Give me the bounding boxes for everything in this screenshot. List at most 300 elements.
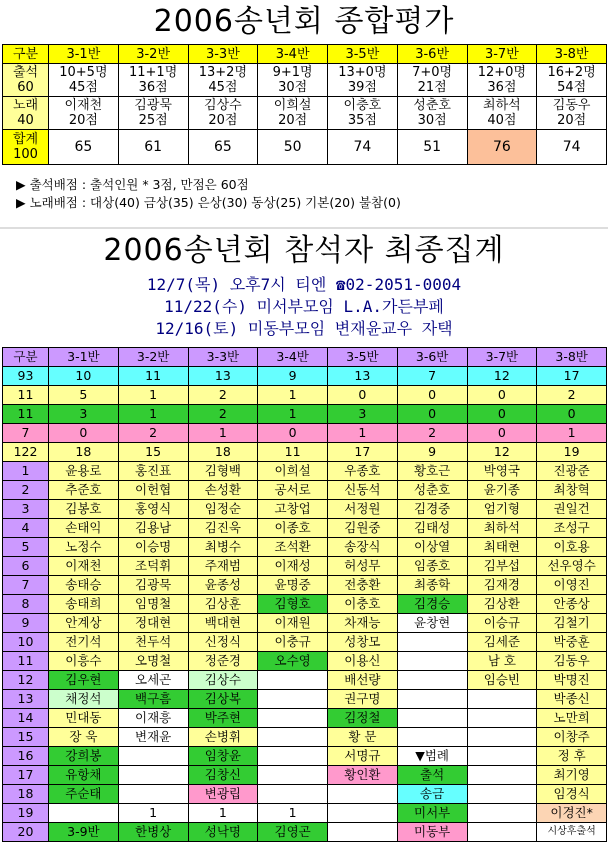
summary-cell: 12 — [467, 443, 537, 462]
member-name: 이승규 — [467, 614, 537, 633]
member-name: 박명진 — [537, 671, 607, 690]
member-name: 김경중 — [397, 500, 467, 519]
info-line-1: 12/7(목) 오후7시 티엔 ☎02-2051-0004 — [146, 275, 462, 294]
attendance-cell: 13+0명 39점 — [328, 64, 398, 97]
member-name — [397, 709, 467, 728]
attendance-cell: 10+5명 45점 — [49, 64, 119, 97]
summary-cell: 0 — [397, 405, 467, 424]
roster-row — [3, 538, 607, 557]
member-name: 1 — [118, 804, 188, 823]
member-name: 성창모 — [328, 633, 398, 652]
roster-class-header: 3-2반 — [118, 348, 188, 367]
class-header: 3-4반 — [258, 45, 328, 64]
member-name — [467, 766, 537, 785]
roster-row — [3, 481, 607, 500]
member-name: 손병휘 — [188, 728, 258, 747]
member-name: 이종호 — [258, 519, 328, 538]
summary-cell: 0 — [467, 405, 537, 424]
member-name: 변재윤 — [118, 728, 188, 747]
roster-row — [3, 690, 607, 709]
summary-cell: 1 — [118, 386, 188, 405]
summary-cell: 2 — [188, 405, 258, 424]
roster-row — [3, 709, 607, 728]
member-name: 주재범 — [188, 557, 258, 576]
member-name: 공서로 — [258, 481, 328, 500]
total-row — [3, 130, 607, 165]
member-name: 남 호 — [467, 652, 537, 671]
summary-cell: 2 — [537, 386, 607, 405]
summary-cell: 5 — [49, 386, 119, 405]
roster-row — [3, 576, 607, 595]
member-name: 이호용 — [537, 538, 607, 557]
corner-cell: 구분 — [3, 45, 49, 64]
member-name: 김상수 — [188, 671, 258, 690]
member-name: 송금 — [397, 785, 467, 804]
member-name: 윤종성 — [188, 576, 258, 595]
summary-cell: 11 — [118, 367, 188, 386]
event-info — [0, 274, 608, 340]
summary-row — [3, 367, 607, 386]
summary-cell: 18 — [188, 443, 258, 462]
member-name: 고창업 — [258, 500, 328, 519]
member-name — [397, 690, 467, 709]
row-number: 3 — [3, 500, 49, 519]
singing-cell: 성춘호 30점 — [397, 97, 467, 130]
roster-class-header: 3-4반 — [258, 348, 328, 367]
member-name: 전충환 — [328, 576, 398, 595]
info-line-2: 11/22(수) 미서부모임 L.A.가든부페 — [164, 297, 444, 316]
member-name: 정준경 — [188, 652, 258, 671]
attendance-cell: 11+1명 36점 — [118, 64, 188, 97]
member-name — [328, 804, 398, 823]
member-name — [258, 690, 328, 709]
summary-cell: 0 — [537, 405, 607, 424]
member-name: 최하석 — [467, 519, 537, 538]
member-name: 윤명중 — [258, 576, 328, 595]
roster-row — [3, 462, 607, 481]
member-name: 이용신 — [328, 652, 398, 671]
row-number: 15 — [3, 728, 49, 747]
member-name: 1 — [258, 804, 328, 823]
member-name: 윤창현 — [397, 614, 467, 633]
total-cell: 65 — [188, 130, 258, 165]
member-name — [467, 823, 537, 842]
summary-cell: 2 — [188, 386, 258, 405]
member-name: 3-9반 — [49, 823, 119, 842]
member-name: 정 후 — [537, 747, 607, 766]
roster-row — [3, 785, 607, 804]
member-name: 시상후출석 — [537, 823, 607, 842]
summary-total: 122 — [3, 443, 49, 462]
row-number: 11 — [3, 652, 49, 671]
member-name: 임정순 — [188, 500, 258, 519]
class-header: 3-7반 — [467, 45, 537, 64]
singing-cell: 최하석 40점 — [467, 97, 537, 130]
row-number: 7 — [3, 576, 49, 595]
class-header: 3-1반 — [49, 45, 119, 64]
member-name: 임종호 — [397, 557, 467, 576]
total-cell: 61 — [118, 130, 188, 165]
member-name: 서정원 — [328, 500, 398, 519]
total-cell: 50 — [258, 130, 328, 165]
summary-cell: 13 — [328, 367, 398, 386]
summary-row — [3, 405, 607, 424]
member-name: 송태승 — [49, 576, 119, 595]
singing-cell: 이희설 20점 — [258, 97, 328, 130]
member-name: 추준호 — [49, 481, 119, 500]
member-name: 백대현 — [188, 614, 258, 633]
member-name: 김태성 — [397, 519, 467, 538]
member-name — [258, 671, 328, 690]
row-number: 4 — [3, 519, 49, 538]
summary-cell: 0 — [328, 386, 398, 405]
member-name: 안계상 — [49, 614, 119, 633]
member-name: 안종상 — [537, 595, 607, 614]
member-name: 김세준 — [467, 633, 537, 652]
summary-cell: 0 — [49, 424, 119, 443]
member-name: 황 문 — [328, 728, 398, 747]
roster-row — [3, 595, 607, 614]
member-name: 배선량 — [328, 671, 398, 690]
roster-row — [3, 804, 607, 823]
roster-row — [3, 823, 607, 842]
member-name: 진광준 — [537, 462, 607, 481]
class-header: 3-5반 — [328, 45, 398, 64]
member-name: ▼범례 — [397, 747, 467, 766]
member-name: 미서부 — [397, 804, 467, 823]
member-name: 서명규 — [328, 747, 398, 766]
summary-cell: 15 — [118, 443, 188, 462]
member-name: 손성환 — [188, 481, 258, 500]
summary-cell: 1 — [537, 424, 607, 443]
member-name: 임승빈 — [467, 671, 537, 690]
member-name: 성낙명 — [188, 823, 258, 842]
member-name: 권구명 — [328, 690, 398, 709]
member-name — [397, 633, 467, 652]
summary-cell: 13 — [188, 367, 258, 386]
member-name: 윤기종 — [467, 481, 537, 500]
member-name: 최종학 — [397, 576, 467, 595]
member-name: 홍영식 — [118, 500, 188, 519]
member-name — [397, 652, 467, 671]
member-name: 박영국 — [467, 462, 537, 481]
member-name: 권일건 — [537, 500, 607, 519]
member-name: 황호근 — [397, 462, 467, 481]
summary-cell: 1 — [188, 424, 258, 443]
singing-cell: 이재천 20점 — [49, 97, 119, 130]
summary-cell: 2 — [118, 424, 188, 443]
total-cell: 51 — [397, 130, 467, 165]
roster-class-header: 3-5반 — [328, 348, 398, 367]
member-name: 이충호 — [328, 595, 398, 614]
attendance-cell: 7+0명 21점 — [397, 64, 467, 97]
member-name: 김봉호 — [49, 500, 119, 519]
member-name: 최병수 — [188, 538, 258, 557]
member-name: 이창주 — [537, 728, 607, 747]
member-name: 김재경 — [467, 576, 537, 595]
member-name: 조덕휘 — [118, 557, 188, 576]
member-name: 신정식 — [188, 633, 258, 652]
attendance-cell: 16+2명 54점 — [537, 64, 607, 97]
attendance-label: 출석 60 — [3, 64, 49, 97]
summary-cell: 17 — [537, 367, 607, 386]
note-attendance: ▶ 출석배점 : 출석인원 * 3점, 만점은 60점 — [16, 177, 249, 192]
summary-total: 11 — [3, 405, 49, 424]
member-name: 임창윤 — [188, 747, 258, 766]
member-name — [397, 671, 467, 690]
roster-row — [3, 652, 607, 671]
member-name: 김철기 — [537, 614, 607, 633]
member-name: 김우현 — [49, 671, 119, 690]
member-name: 차재능 — [328, 614, 398, 633]
member-name: 백구흠 — [118, 690, 188, 709]
summary-cell: 10 — [49, 367, 119, 386]
singing-cell: 김광묵 25점 — [118, 97, 188, 130]
total-cell: 74 — [537, 130, 607, 165]
class-header: 3-8반 — [537, 45, 607, 64]
member-name: 허성무 — [328, 557, 398, 576]
member-name: 선우영수 — [537, 557, 607, 576]
member-name — [467, 747, 537, 766]
member-name: 천두석 — [118, 633, 188, 652]
member-name: 조성구 — [537, 519, 607, 538]
summary-cell: 0 — [467, 424, 537, 443]
summary-cell: 18 — [49, 443, 119, 462]
roster-class-header: 3-7반 — [467, 348, 537, 367]
member-name: 주순태 — [49, 785, 119, 804]
member-name: 미동부 — [397, 823, 467, 842]
member-name: 노만희 — [537, 709, 607, 728]
row-number: 2 — [3, 481, 49, 500]
roster-row — [3, 766, 607, 785]
roster-table — [2, 347, 607, 842]
member-name: 홍진표 — [118, 462, 188, 481]
member-name — [467, 728, 537, 747]
summary-cell: 1 — [118, 405, 188, 424]
member-name: 황인환 — [328, 766, 398, 785]
member-name: 이경진* — [537, 804, 607, 823]
member-name: 김형백 — [188, 462, 258, 481]
total-cell: 74 — [328, 130, 398, 165]
singing-label: 노래 40 — [3, 97, 49, 130]
member-name — [258, 747, 328, 766]
member-name: 최창혁 — [537, 481, 607, 500]
member-name — [258, 785, 328, 804]
member-name: 이상열 — [397, 538, 467, 557]
summary-cell: 0 — [397, 386, 467, 405]
summary-total: 11 — [3, 386, 49, 405]
total-cell: 65 — [49, 130, 119, 165]
roster-row — [3, 747, 607, 766]
member-name — [118, 747, 188, 766]
class-header: 3-6반 — [397, 45, 467, 64]
member-name — [258, 766, 328, 785]
member-name: 오수영 — [258, 652, 328, 671]
member-name: 이헌협 — [118, 481, 188, 500]
roster-class-header: 3-1반 — [49, 348, 119, 367]
row-number: 13 — [3, 690, 49, 709]
member-name — [328, 785, 398, 804]
member-name — [397, 728, 467, 747]
summary-row — [3, 424, 607, 443]
row-number: 19 — [3, 804, 49, 823]
member-name — [467, 709, 537, 728]
summary-cell: 0 — [258, 424, 328, 443]
member-name: 김형호 — [258, 595, 328, 614]
row-number: 8 — [3, 595, 49, 614]
summary-total: 93 — [3, 367, 49, 386]
member-name: 김광묵 — [118, 576, 188, 595]
member-name: 오세곤 — [118, 671, 188, 690]
roster-class-header: 3-6반 — [397, 348, 467, 367]
summary-cell: 0 — [467, 386, 537, 405]
summary-cell: 11 — [258, 443, 328, 462]
member-name: 채정석 — [49, 690, 119, 709]
roster-title: 2006송년회 참석자 최종집계 — [103, 233, 505, 268]
summary-cell: 17 — [328, 443, 398, 462]
evaluation-table — [2, 44, 607, 165]
singing-cell: 김상수 20점 — [188, 97, 258, 130]
summary-cell: 7 — [397, 367, 467, 386]
summary-cell: 2 — [397, 424, 467, 443]
member-name: 엄기형 — [467, 500, 537, 519]
row-number: 9 — [3, 614, 49, 633]
evaluation-header-row — [3, 45, 607, 64]
member-name: 오명철 — [118, 652, 188, 671]
total-cell: 76 — [467, 130, 537, 165]
row-number: 12 — [3, 671, 49, 690]
member-name: 정대현 — [118, 614, 188, 633]
class-header: 3-2반 — [118, 45, 188, 64]
notes — [16, 176, 401, 212]
member-name: 민대동 — [49, 709, 119, 728]
member-name: 김상복 — [188, 690, 258, 709]
member-name: 손태익 — [49, 519, 119, 538]
singing-cell: 김동우 20점 — [537, 97, 607, 130]
roster-header-row — [3, 348, 607, 367]
row-number: 6 — [3, 557, 49, 576]
summary-cell: 1 — [328, 424, 398, 443]
singing-cell: 이충호 35점 — [328, 97, 398, 130]
summary-cell: 1 — [258, 386, 328, 405]
attendance-row — [3, 64, 607, 97]
roster-row — [3, 728, 607, 747]
member-name: 김동우 — [537, 652, 607, 671]
row-number: 14 — [3, 709, 49, 728]
roster-row — [3, 500, 607, 519]
member-name: 노정수 — [49, 538, 119, 557]
member-name: 성춘호 — [397, 481, 467, 500]
summary-cell: 3 — [328, 405, 398, 424]
member-name: 최기영 — [537, 766, 607, 785]
summary-cell: 19 — [537, 443, 607, 462]
member-name: 변광립 — [188, 785, 258, 804]
member-name — [118, 785, 188, 804]
member-name — [258, 728, 328, 747]
class-header: 3-3반 — [188, 45, 258, 64]
member-name: 장 욱 — [49, 728, 119, 747]
member-name: 이재성 — [258, 557, 328, 576]
member-name: 1 — [188, 804, 258, 823]
member-name: 송태희 — [49, 595, 119, 614]
member-name: 출석 — [397, 766, 467, 785]
member-name: 김부섭 — [467, 557, 537, 576]
summary-cell: 3 — [49, 405, 119, 424]
member-name — [49, 804, 119, 823]
member-name: 김상훈 — [188, 595, 258, 614]
roster-corner: 구분 — [3, 348, 49, 367]
member-name: 윤용로 — [49, 462, 119, 481]
singing-row — [3, 97, 607, 130]
row-number: 16 — [3, 747, 49, 766]
note-singing: ▶ 노래배점 : 대상(40) 금상(35) 은상(30) 동상(25) 기본(20) 불참(0) — [16, 195, 401, 210]
main-title: 2006송년회 종합평가 — [153, 4, 455, 39]
summary-row — [3, 386, 607, 405]
info-line-3: 12/16(토) 미동부모임 변재윤교우 자택 — [155, 319, 453, 338]
member-name: 강희봉 — [49, 747, 119, 766]
member-name: 이재흥 — [118, 709, 188, 728]
member-name: 박주현 — [188, 709, 258, 728]
summary-total: 7 — [3, 424, 49, 443]
member-name — [467, 804, 537, 823]
member-name: 김용남 — [118, 519, 188, 538]
roster-row — [3, 633, 607, 652]
member-name: 박중훈 — [537, 633, 607, 652]
summary-row — [3, 443, 607, 462]
summary-cell: 9 — [397, 443, 467, 462]
member-name: 임경식 — [537, 785, 607, 804]
member-name: 김경승 — [397, 595, 467, 614]
attendance-cell: 13+2명 45점 — [188, 64, 258, 97]
member-name: 김창신 — [188, 766, 258, 785]
member-name — [258, 709, 328, 728]
member-name: 이재원 — [258, 614, 328, 633]
member-name: 김상환 — [467, 595, 537, 614]
roster-row — [3, 557, 607, 576]
row-number: 10 — [3, 633, 49, 652]
member-name: 이승명 — [118, 538, 188, 557]
member-name: 유항채 — [49, 766, 119, 785]
member-name: 송장식 — [328, 538, 398, 557]
member-name — [467, 785, 537, 804]
row-number: 18 — [3, 785, 49, 804]
attendance-cell: 12+0명 36점 — [467, 64, 537, 97]
roster-class-header: 3-8반 — [537, 348, 607, 367]
member-name: 한병상 — [118, 823, 188, 842]
member-name: 이재천 — [49, 557, 119, 576]
row-number: 5 — [3, 538, 49, 557]
member-name: 임명철 — [118, 595, 188, 614]
total-label: 합계 100 — [3, 130, 49, 165]
member-name: 최태현 — [467, 538, 537, 557]
member-name: 이영진 — [537, 576, 607, 595]
member-name — [328, 823, 398, 842]
row-number: 17 — [3, 766, 49, 785]
member-name: 김정철 — [328, 709, 398, 728]
member-name: 이흥수 — [49, 652, 119, 671]
member-name: 이희설 — [258, 462, 328, 481]
summary-cell: 1 — [258, 405, 328, 424]
summary-cell: 9 — [258, 367, 328, 386]
row-number: 20 — [3, 823, 49, 842]
member-name — [467, 690, 537, 709]
member-name: 김영곤 — [258, 823, 328, 842]
attendance-cell: 9+1명 30점 — [258, 64, 328, 97]
summary-cell: 12 — [467, 367, 537, 386]
member-name: 전기석 — [49, 633, 119, 652]
member-name: 조석환 — [258, 538, 328, 557]
roster-row — [3, 671, 607, 690]
